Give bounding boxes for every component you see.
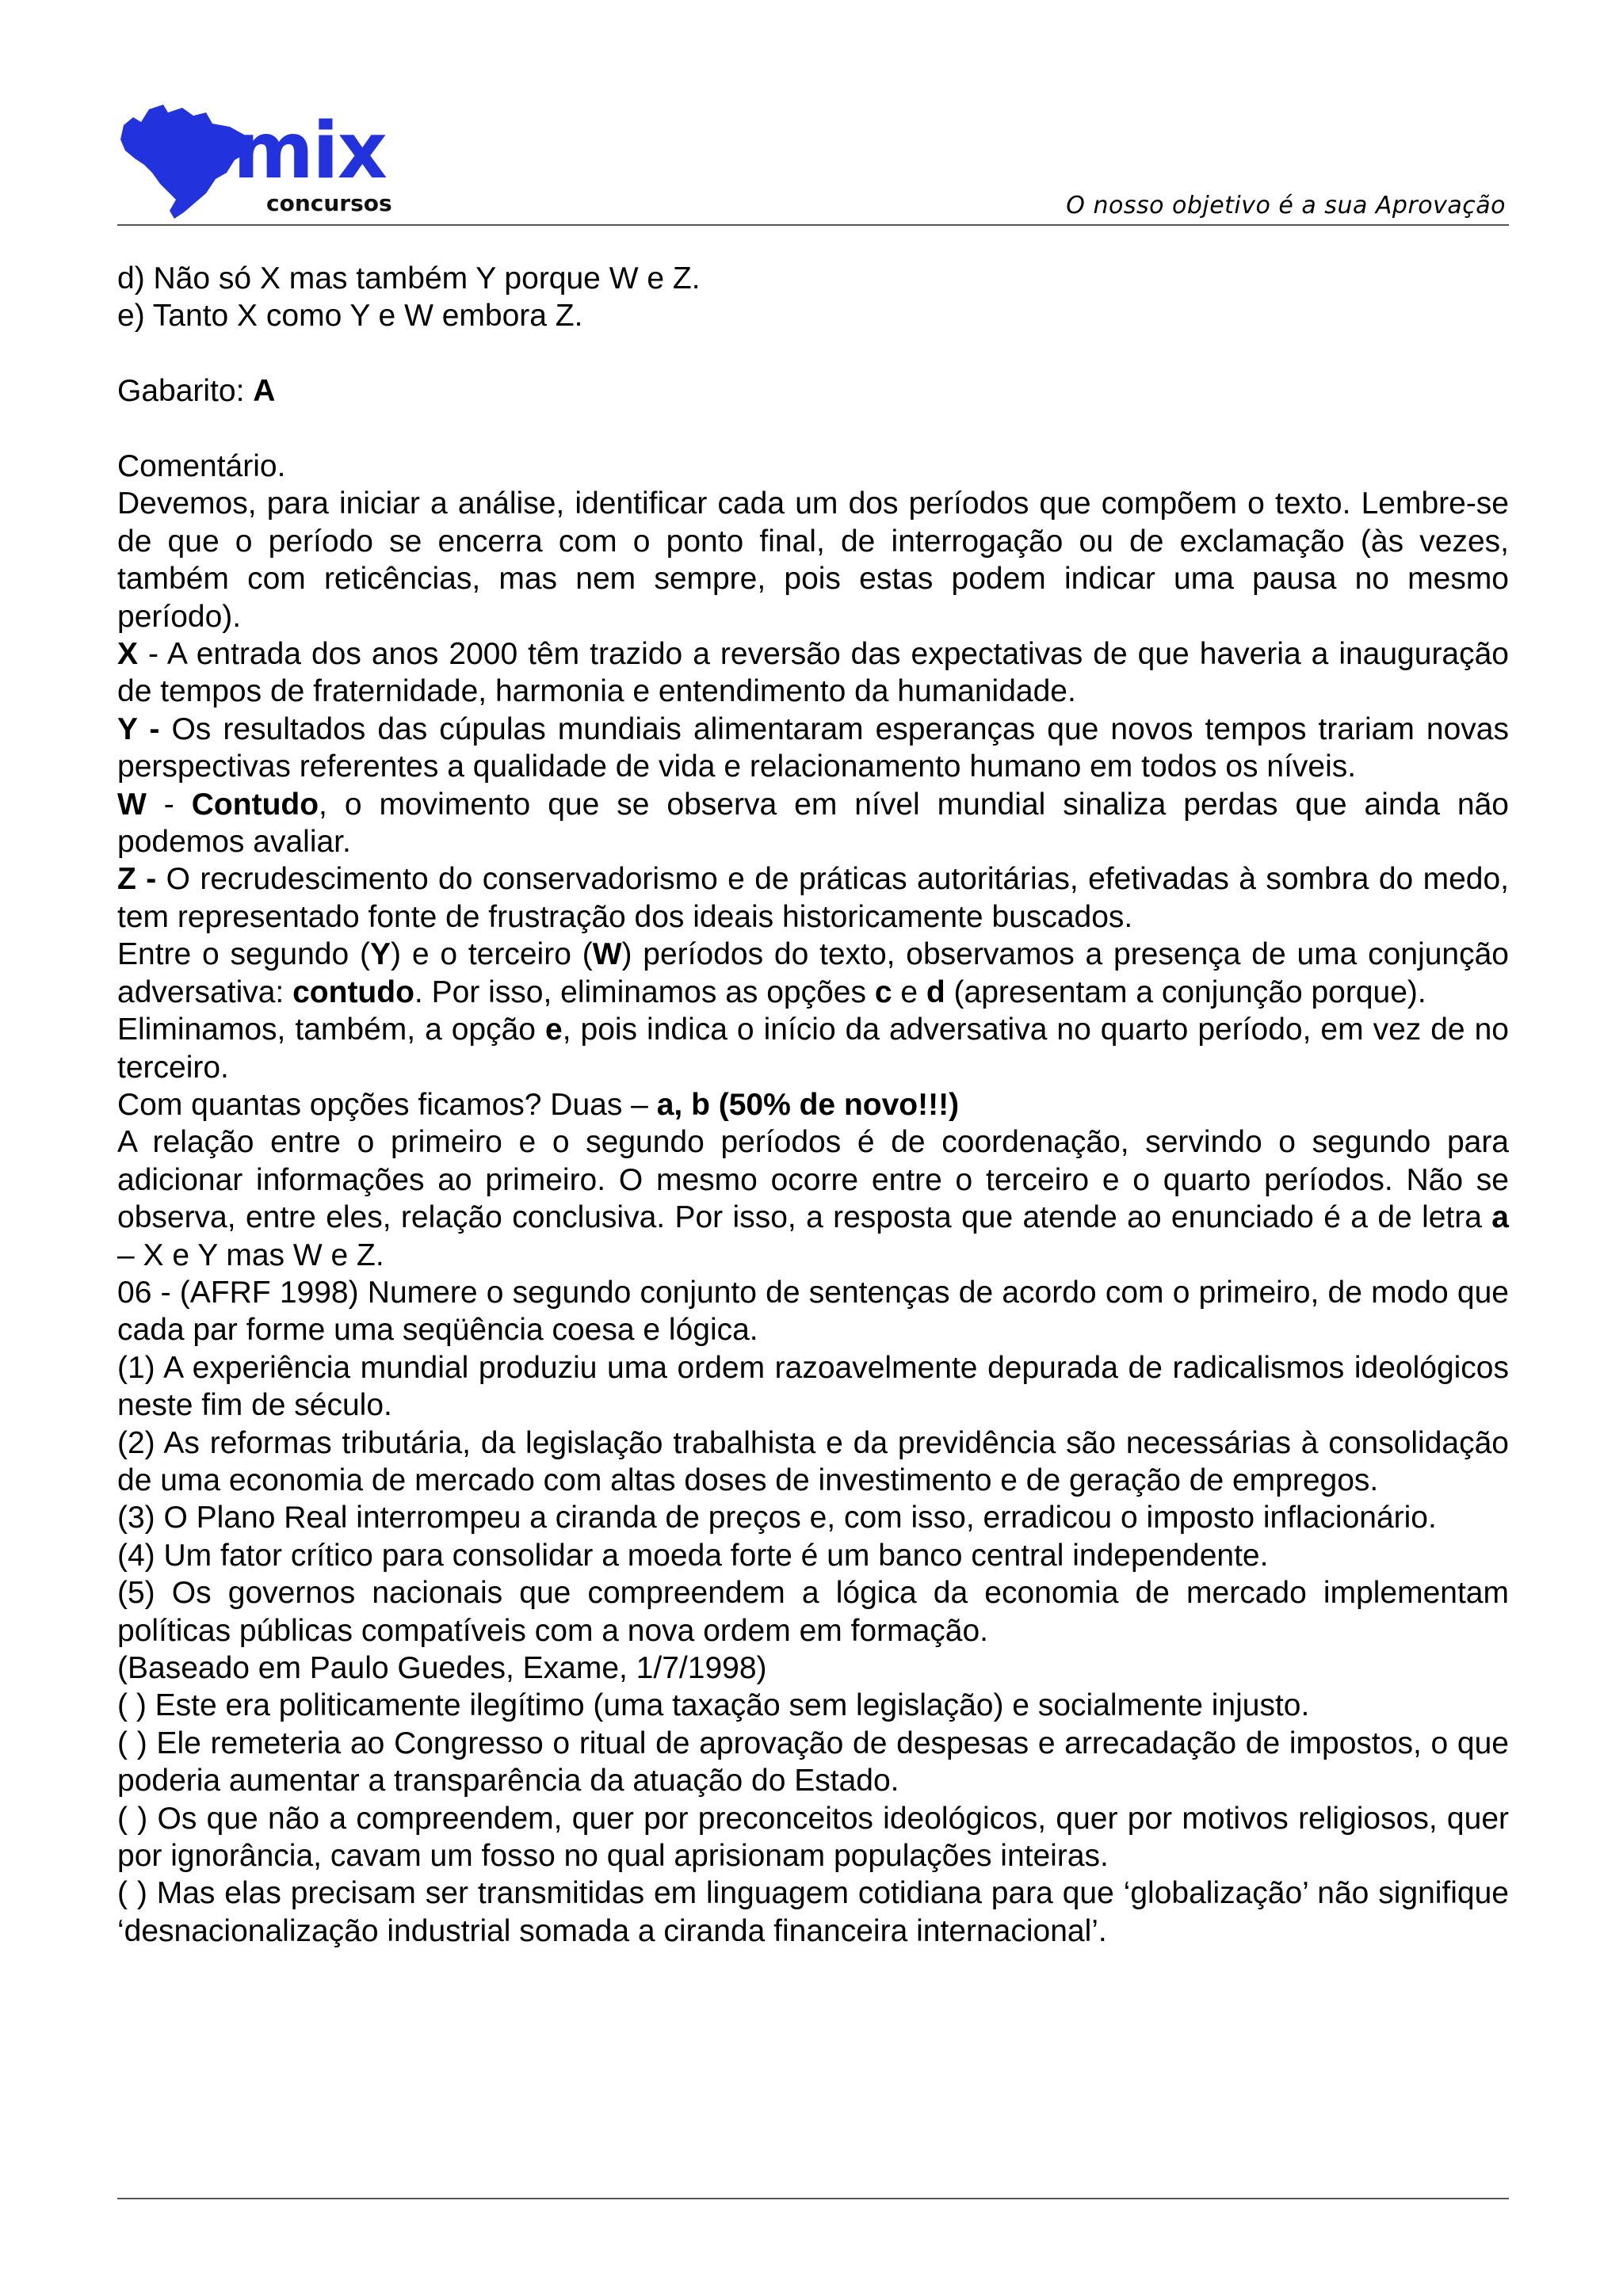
spacer [117,410,1509,448]
tagline: O nosso objetivo é a sua Aprovação [1066,192,1506,219]
question-06: 06 - (AFRF 1998) Numere o segundo conjunto de sentenças de acordo com o primeiro, de modo que cada par forme uma seqüência coesa e lógica. [117,1275,1509,1348]
text-run: ) e o terceiro ( [391,937,593,972]
text-run: A relação entre o primeiro e o segundo períodos é de coordenação, servindo o segundo para adicionar informações ao primeiro. O mesmo ocorre entre o terceiro e o quarto períodos. Não se observa, entre eles, relação conclusiva. Por isso, a resposta que atende ao enunciado é a de letra [117,1125,1509,1235]
sentence-5: (5) Os governos nacionais que compreendem a lógica da economia de mercado implementam políticas públicas compatíveis com a nova ordem em formação. [117,1576,1509,1648]
comentario-title: Comentário. [117,449,286,483]
text-run: , pois indica o início da adversativa no quarto período, em vez de no terceiro. [117,1013,1509,1085]
blank-sentence-3: ( ) Os que não a compreendem, quer por preconceitos ideológicos, quer por motivos religiosos, quer por ignorância, cavam um fosso no qual aprisionam populações inteiras. [117,1801,1509,1874]
text-run: . Por isso, eliminamos as opções [414,974,875,1009]
comentario-intro: Devemos, para iniciar a análise, identificar cada um dos períodos que compõem o texto. Lembre-se de que o período se encerra com o ponto final, de interrogação ou de exclamação (às vezes, também com reticências, mas nem sempre, pois estas podem indicar uma pausa no mesmo período). [117,486,1509,634]
analysis-adversative [117,936,1509,1011]
period-z [117,860,1509,936]
mix-concursos-logo [117,95,418,222]
period-x-label: X [117,637,139,672]
blank-sentence-2: ( ) Ele remeteria ao Congresso o ritual de aprovação de despesas e arrecadação de impostos, o que poderia aumentar a transparência da atuação do Estado. [117,1726,1509,1798]
text-run: e [892,974,926,1009]
option-d: d) Não só X mas também Y porque W e Z. [117,261,701,296]
spacer [117,335,1509,372]
period-z-text: O recrudescimento do conservadorismo e de práticas autoritárias, efetivadas à sombra do medo, tem representado fonte de frustração dos ideais historicamente buscados. [117,862,1509,934]
period-w-conjunction: Contudo [191,787,319,822]
period-z-label: Z - [117,862,157,897]
period-x-text: - A entrada dos anos 2000 têm trazido a reversão das expectativas de que haveria a inauguração de tempos de fraternidade, harmonia e entendimento da humanidade. [117,637,1509,709]
option-e: e) Tanto X como Y e W embora Z. [117,299,583,334]
period-y-label: Y - [117,711,160,746]
period-y [117,711,1509,786]
page-header [117,95,1509,223]
footer-divider [117,2198,1509,2199]
analysis-option-e [117,1011,1509,1086]
sentence-1: (1) A experiência mundial produziu uma ordem razoavelmente depurada de radicalismos ideológicos neste fim de século. [117,1350,1509,1423]
period-w-dash: - [146,787,192,822]
text-run: Entre o segundo ( [117,937,370,972]
logo-word: mix [233,106,386,196]
period-w-text: , o movimento que se observa em nível mundial sinaliza perdas que ainda não podemos avaliar. [117,787,1509,860]
gabarito-label: Gabarito: [117,374,254,409]
sentence-2: (2) As reformas tributária, da legislação trabalhista e da previdência são necessárias à consolidação de uma economia de mercado com altas doses de investimento e de geração de empregos. [117,1425,1509,1497]
period-w-label: W [117,787,147,822]
blank-sentence-1: ( ) Este era politicamente ilegítimo (uma taxação sem legislação) e socialmente injusto. [117,1688,1310,1723]
page-content [117,260,1509,1950]
bold-run: W [592,937,622,972]
text-run: (apresentam a conjunção porque). [945,974,1426,1009]
period-x [117,635,1509,711]
bold-run: d [926,974,945,1009]
gabarito-answer: A [253,374,276,409]
bold-run: a [1491,1200,1509,1235]
gabarito-line [117,372,1509,410]
text-run: Eliminamos, também, a opção [117,1013,545,1047]
text-run: ) períodos do texto, observamos a presença de uma conjunção adversativa: [117,937,1509,1009]
question-count [117,1086,1509,1123]
logo-subtitle: concursos [266,190,392,216]
sentence-3: (3) O Plano Real interrompeu a ciranda de preços e, com isso, erradicou o imposto inflacionário. [117,1501,1437,1535]
text-run: Com quantas opções ficamos? Duas – [117,1087,657,1122]
text-run: – X e Y mas W e Z. [117,1238,384,1272]
bold-run: a, b (50% de novo!!!) [656,1087,960,1122]
bold-run: Y [370,937,391,972]
bold-run: c [874,974,892,1009]
sentence-4: (4) Um fator crítico para consolidar a moeda forte é um banco central independente. [117,1538,1269,1573]
period-y-text: Os resultados das cúpulas mundiais alimentaram esperanças que novos tempos trariam novas perspectivas referentes a qualidade de vida e relacionamento humano em todos os níveis. [117,711,1509,784]
header-divider [117,224,1509,226]
bold-run: e [544,1013,563,1047]
period-w [117,786,1509,861]
bold-run: contudo [292,974,414,1009]
conclusion [117,1123,1509,1274]
source-citation: (Baseado em Paulo Guedes, Exame, 1/7/1998) [117,1651,767,1685]
blank-sentence-4: ( ) Mas elas precisam ser transmitidas em linguagem cotidiana para que ‘globalização’ não signifique ‘desnacionalização industrial somada a ciranda financeira internacional’. [117,1876,1509,1948]
